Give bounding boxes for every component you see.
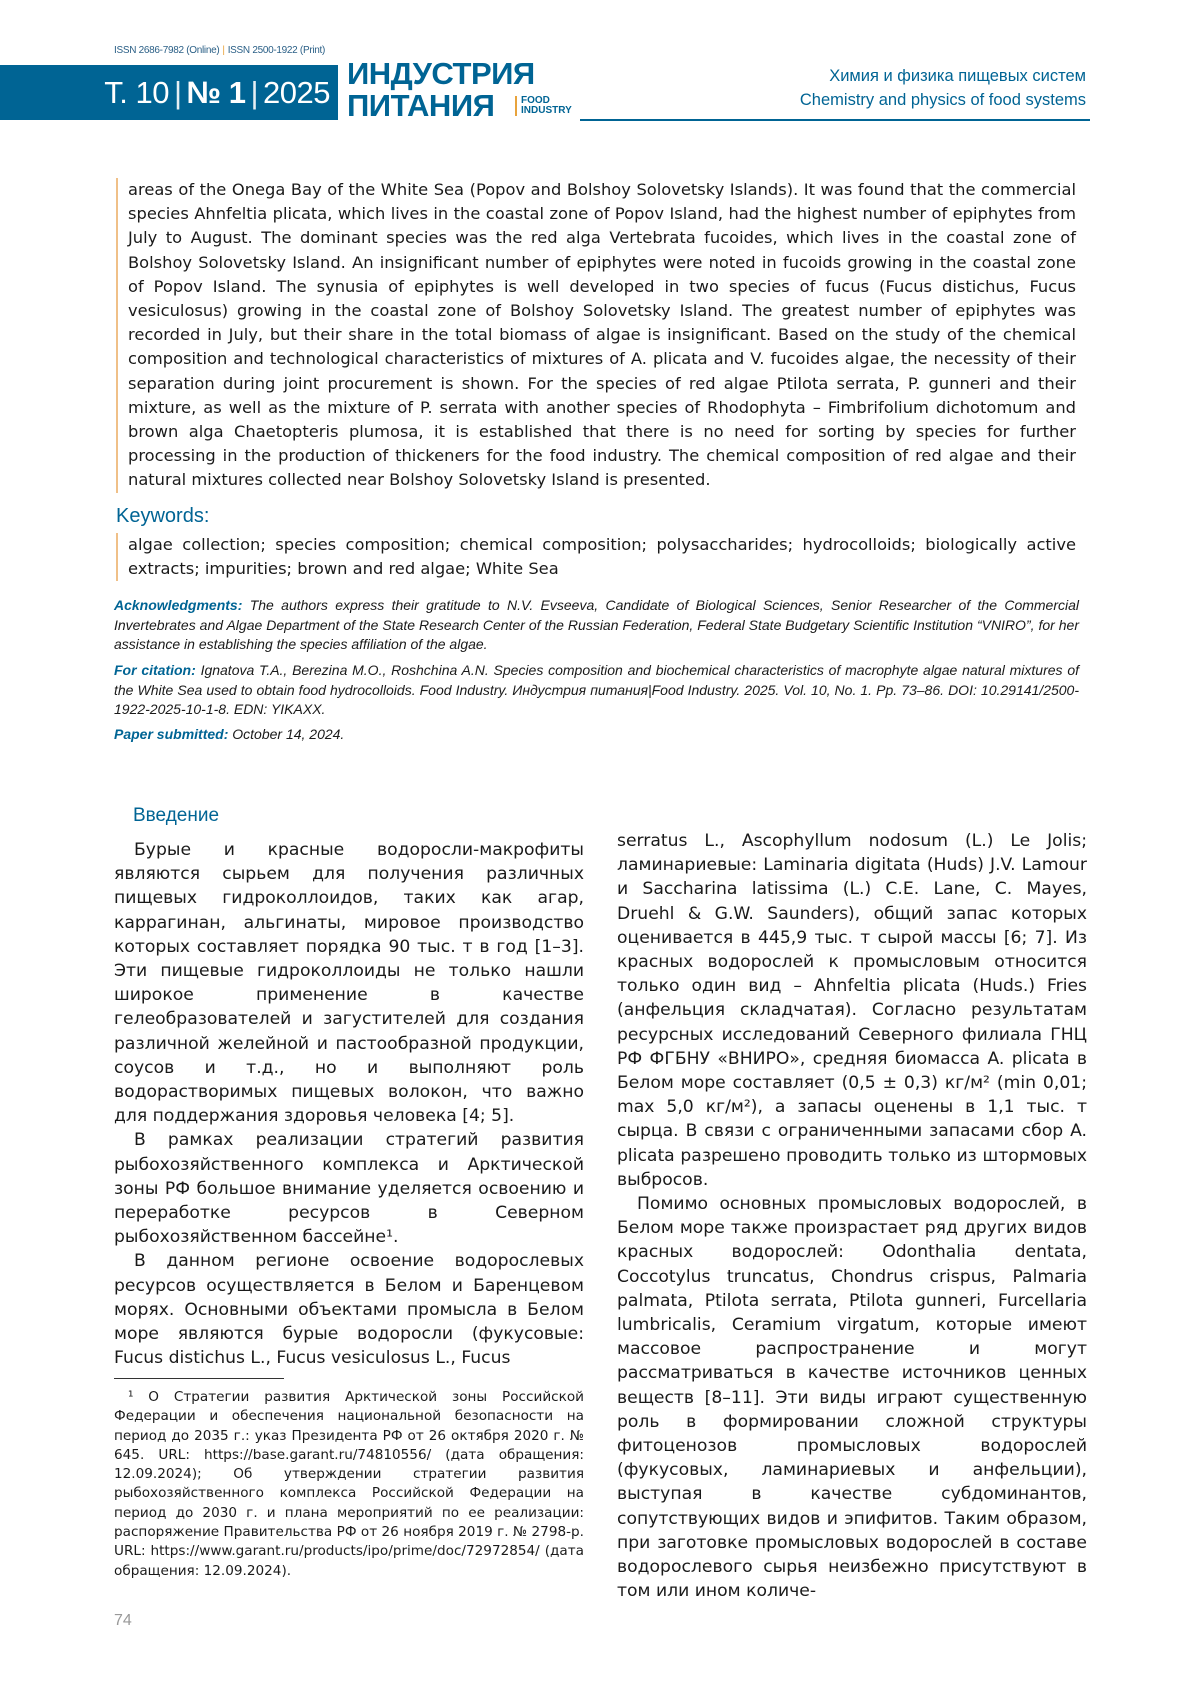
issn-print: ISSN 2500-1922 (Print) <box>228 45 325 56</box>
citation-label: For citation: <box>114 662 196 678</box>
acknowledgments <box>114 596 1079 655</box>
logo-en1: FOOD <box>521 96 572 106</box>
header-divider <box>580 119 1090 121</box>
logo-line2: ПИТАНИЯ <box>347 90 535 122</box>
citation <box>114 661 1079 720</box>
paragraph: В рамках реализации стратегий развития рыбохозяйственного комплекса и Арктической зоны РФ большое внимание уделяется освоению и переработке ресурсов в Северном рыбохозяйственном бассейне¹. <box>114 1128 584 1249</box>
left-column <box>114 838 584 1370</box>
paragraph: Бурые и красные водоросли-макрофиты являются сырьем для получения различных пищевых гидроколлоидов, таких как агар, каррагинан, альгинаты, мировое производство которых составляет порядка 90 тыс. т в год [1–3]. Эти пищевые гидроколлоиды не только нашли широкое применение в качестве гелеобразователей и загустителей для создания различной желейной и пастообразной продукции, соусов и т.д., но и выполняют роль водорастворимых пищевых волокон, что важно для поддержания здоровья человека [4; 5]. <box>114 838 584 1128</box>
footnote: ¹ О Стратегии развития Арктической зоны Российской Федерации и обеспечения национальной безопасности на период до 2035 г.: указ Президента РФ от 26 октября 2020 г. № 645. URL: https://base.garant.ru/74810556/ (дата обращения: 12.09.2024); Об утверждении стратегии развития рыбохозяйственного комплекса Российской Федерации на период до 2030 г. и плана мероприятий по ее реализации: распоряжение Правительства РФ от 26 ноября 2019 г. № 2798-р. URL: https://www.garant.ru/products/ipo/prime/doc/72972854/ (дата обращения: 12.09.2024). <box>114 1388 584 1581</box>
journal-logo <box>347 58 535 122</box>
issue-banner: Т. 10 | № 1 | 2025 <box>0 65 338 120</box>
issn-online: ISSN 2686-7982 (Online) <box>114 45 219 56</box>
rubric <box>800 64 1086 112</box>
abstract: areas of the Onega Bay of the White Sea (Popov and Bolshoy Solovetsky Islands). It was found that the commercial species Ahnfeltia plicata, which lives in the coastal zone of Popov Island, had the highest number of epiphytes from July to August. The dominant species was the red alga Vertebrata fucoides, which lives in the coastal zone of Bolshoy Solovetsky Island. An insignificant number of epiphytes were noted in fucoids growing in the coastal zone of Popov Island. The synusia of epiphytes is well developed in two species of fucus (Fucus distichus, Fucus vesiculosus) growing in the coastal zone of Bolshoy Solovetsky Island. The greatest number of epiphytes was recorded in July, but their share in the total biomass of algae is insignificant. Based on the study of the chemical composition and technological characteristics of mixtures of A. plicata and V. fucoides algae, the necessity of their separation during joint procurement is shown. For the species of red algae Ptilota serrata, P. gunneri and their mixture, as well as the mixture of P. serrata with another species of Rhodophyta – Fimbrifolium dichotomum and brown alga Chaetopteris plumosa, it is established that there is no need for sorting by species for further processing in the production of thickeners for the food industry. The chemical composition of red algae and their natural mixtures collected near Bolshoy Solovetsky Island is presented. <box>116 178 1076 493</box>
rubric-en: Chemistry and physics of food systems <box>800 88 1086 112</box>
paragraph: Помимо основных промысловых водорослей, в Белом море также произрастает ряд других видов красных водорослей: Odonthalia dentata, Coccotylus truncatus, Chondrus crispus, Palmaria palmata, Ptilota serrata, Ptilota gunneri, Furcellaria lumbricalis, Ceramium virgatum, которые имеют массовое распространение и могут рассматриваться в качестве источников ценных веществ [8–11]. Эти виды играют существенную роль в формировании сложной структуры фитоценозов промысловых водорослей (фукусовых, ламинариевых и анфельции), выступая в качестве субдоминантов, сопутствующих видов и эпифитов. Таким образом, при заготовке промысловых водорослей в составе водорослевого сырья неизбежно присутствуют в том или ином количе- <box>617 1192 1087 1603</box>
paragraph: В данном регионе освоение водорослевых ресурсов осуществляется в Белом и Баренцевом морях. Основными объектами промысла в Белом море являются бурые водоросли (фукусовые: Fucus distichus L., Fucus vesiculosus L., Fucus <box>114 1249 584 1370</box>
submitted-label: Paper submitted: <box>114 726 228 742</box>
year: 2025 <box>263 75 330 111</box>
keywords: algae collection; species composition; chemical composition; polysaccharides; hydrocolloids; biologically active extracts; impurities; brown and red algae; White Sea <box>116 533 1076 581</box>
submitted <box>114 725 1079 745</box>
keywords-title: Keywords: <box>116 505 209 528</box>
paragraph: serratus L., Ascophyllum nodosum (L.) Le Jolis; ламинариевые: Laminaria digitata (Huds) J.V. Lamour и Saccharina latissima (L.) C.E. Lane, C. Mayes, Druehl & G.W. Saunders), общий запас которых оценивается в 445,9 тыс. т сырой массы [6; 7]. Из красных водорослей к промысловым относится только один вид – Ahnfeltia plicata (Huds.) Fries (анфельция складчатая). Согласно результатам ресурсных исследований Северного филиала ГНЦ РФ ФГБНУ «ВНИРО», средняя биомасса A. plicata в Белом море составляет (0,5 ± 0,3) кг/м² (min 0,01; max 5,0 кг/м²), а запасы оценены в 1,1 тыс. т сырца. В связи с ограниченными запасами сбор A. plicata разрешено проводить только из штормовых выбросов. <box>617 829 1087 1192</box>
rubric-ru: Химия и физика пищевых систем <box>800 64 1086 88</box>
page-number: 74 <box>114 1612 132 1630</box>
volume: Т. 10 <box>104 75 169 111</box>
issue-number: № 1 <box>187 75 246 111</box>
citation-text: Ignatova T.A., Berezina M.O., Roshchina A.N. Species composition and biochemical characteristics of macrophyte algae natural mixtures of the White Sea used to obtain food hydrocolloids. Food Industry. Индустрия питания|Food Industry. 2025. Vol. 10, No. 1. Pp. 73–86. DOI: 10.29141/2500-1922-2025-10-1-8. EDN: YIKAXX. <box>114 662 1079 717</box>
acknowledgments-text: The authors express their gratitude to N.V. Evseeva, Candidate of Biological Sciences, Senior Researcher of the Commercial Invertebrates and Algae Department of the State Research Center of the Russian Federation, Federal State Budgetary Scientific Institution “VNIRO”, for her assistance in establishing the species affiliation of the algae. <box>114 597 1079 652</box>
logo-line1: ИНДУСТРИЯ <box>347 58 535 90</box>
right-column <box>617 829 1087 1604</box>
section-title: Введение <box>133 805 219 827</box>
logo-en2: INDUSTRY <box>521 106 572 116</box>
footnote-divider <box>114 1378 284 1379</box>
issn-line: ISSN 2686-7982 (Online) | ISSN 2500-1922 (Print) <box>114 45 325 56</box>
submitted-text: October 14, 2024. <box>232 726 344 742</box>
acknowledgments-label: Acknowledgments: <box>114 597 242 613</box>
logo-en <box>515 96 572 116</box>
